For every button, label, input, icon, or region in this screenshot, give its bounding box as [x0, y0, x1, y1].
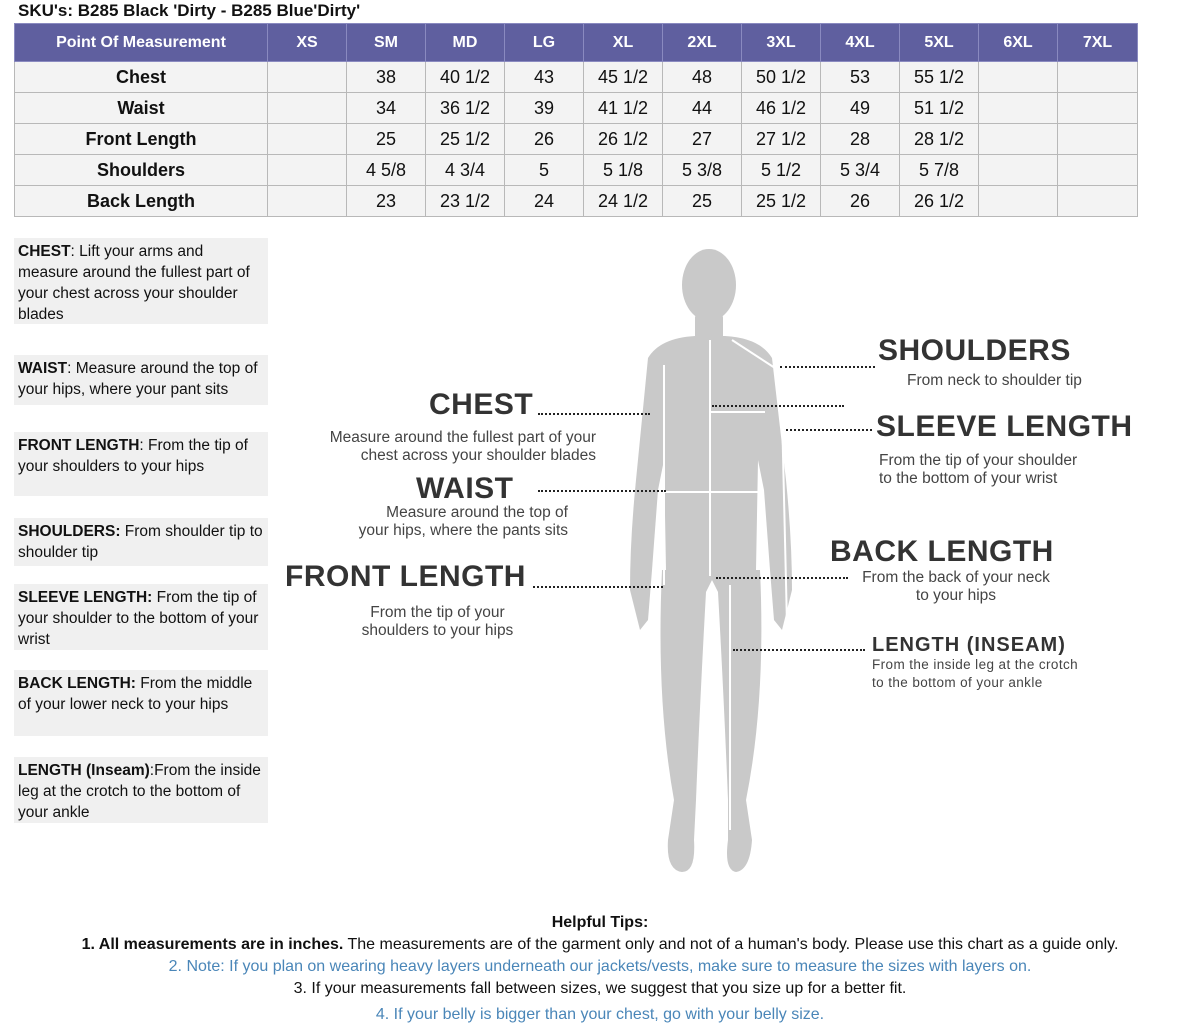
- table-cell: 36 1/2: [426, 93, 505, 124]
- table-row: [15, 186, 1138, 217]
- desc-text: From shoulder tip to shoulder tip: [18, 523, 263, 561]
- table-cell: 25: [663, 186, 742, 217]
- table-cell: [268, 93, 347, 124]
- row-label: Back Length: [15, 186, 268, 217]
- table-cell: [979, 155, 1058, 186]
- sleeve-length-leader: [786, 429, 872, 431]
- table-cell: 24: [505, 186, 584, 217]
- header-cell: LG: [505, 24, 584, 62]
- inseam-desc-line2: to the bottom of your ankle: [872, 675, 1043, 690]
- table-cell: 5 3/4: [821, 155, 900, 186]
- inseam-desc-line1: From the inside leg at the crotch: [872, 657, 1079, 672]
- helpful-tips: [0, 912, 1200, 1026]
- desc-term: BACK LENGTH:: [18, 675, 136, 692]
- table-row: [15, 155, 1138, 186]
- chest-desc-line1: Measure around the fullest part of your: [329, 429, 596, 446]
- shoulders-desc: From neck to shoulder tip: [907, 372, 1082, 389]
- table-cell: 46 1/2: [742, 93, 821, 124]
- table-cell: 26: [821, 186, 900, 217]
- desc-shoulders: [14, 518, 268, 566]
- desc-text: : Lift your arms and measure around the fullest part of your chest across your shoulder blades: [18, 243, 250, 323]
- front-length-desc-line2: shoulders to your hips: [361, 622, 514, 639]
- waist-desc-line2: your hips, where the pants sits: [358, 522, 568, 539]
- table-cell: 53: [821, 62, 900, 93]
- table-cell: 55 1/2: [900, 62, 979, 93]
- tip-1-bold: 1. All measurements are in inches.: [81, 936, 344, 953]
- human-silhouette-icon: [560, 240, 860, 885]
- table-cell: 25: [347, 124, 426, 155]
- inseam-desc: [872, 656, 1078, 692]
- table-cell: 5 1/2: [742, 155, 821, 186]
- shoulders-leader: [780, 366, 875, 368]
- table-cell: 4 3/4: [426, 155, 505, 186]
- header-cell: MD: [426, 24, 505, 62]
- row-label: Waist: [15, 93, 268, 124]
- tip-4: 4. If your belly is bigger than your chest, go with your belly size.: [375, 1006, 825, 1023]
- inseam-title: LENGTH (INSEAM): [872, 634, 1066, 656]
- header-cell: Point Of Measurement: [15, 24, 268, 62]
- table-header-row: [15, 24, 1138, 62]
- table-cell: [979, 124, 1058, 155]
- waist-leader: [538, 490, 666, 492]
- table-cell: 45 1/2: [584, 62, 663, 93]
- table-cell: 5 7/8: [900, 155, 979, 186]
- table-cell: 28 1/2: [900, 124, 979, 155]
- desc-text: :From the inside leg at the crotch to the bottom of your ankle: [18, 762, 261, 821]
- table-row: [15, 93, 1138, 124]
- table-cell: 4 5/8: [347, 155, 426, 186]
- header-cell: 5XL: [900, 24, 979, 62]
- desc-term: SLEEVE LENGTH:: [18, 589, 153, 606]
- desc-term: WAIST: [18, 360, 68, 377]
- table-cell: 50 1/2: [742, 62, 821, 93]
- sleeve-length-title: SLEEVE LENGTH: [876, 410, 1133, 443]
- table-cell: 48: [663, 62, 742, 93]
- table-cell: 39: [505, 93, 584, 124]
- table-cell: 26 1/2: [900, 186, 979, 217]
- table-row: [15, 62, 1138, 93]
- table-cell: 27: [663, 124, 742, 155]
- desc-text: From the tip of your shoulder to the bottom of your wrist: [18, 589, 259, 648]
- table-cell: [268, 186, 347, 217]
- header-cell: 4XL: [821, 24, 900, 62]
- sleeve-length-desc: [879, 452, 1077, 488]
- waist-desc-line1: Measure around the top of: [386, 504, 568, 521]
- table-cell: 5: [505, 155, 584, 186]
- desc-inseam: [14, 757, 268, 823]
- sleeve-length-desc-line2: to the bottom of your wrist: [879, 470, 1058, 487]
- tip-1: [0, 934, 1200, 956]
- table-row: [15, 124, 1138, 155]
- table-cell: [1058, 62, 1138, 93]
- table-cell: [268, 155, 347, 186]
- table-cell: 24 1/2: [584, 186, 663, 217]
- table-cell: 5 1/8: [584, 155, 663, 186]
- desc-front-length: [14, 432, 268, 496]
- header-cell: 6XL: [979, 24, 1058, 62]
- desc-term: SHOULDERS:: [18, 523, 121, 540]
- table-cell: 26 1/2: [584, 124, 663, 155]
- desc-waist: [14, 355, 268, 405]
- desc-text: From the middle of your lower neck to your hips: [18, 675, 253, 713]
- sku-title: SKU's: B285 Black 'Dirty - B285 Blue'Dirty': [18, 1, 361, 20]
- desc-text: : Measure around the top of your hips, where your pant sits: [18, 360, 258, 398]
- table-cell: 26: [505, 124, 584, 155]
- row-label: Shoulders: [15, 155, 268, 186]
- row-label: Front Length: [15, 124, 268, 155]
- desc-sleeve-length: [14, 584, 268, 650]
- header-cell: 3XL: [742, 24, 821, 62]
- header-cell: XL: [584, 24, 663, 62]
- desc-term: CHEST: [18, 243, 71, 260]
- chest-inner-leader: [712, 405, 844, 407]
- header-cell: 7XL: [1058, 24, 1138, 62]
- table-cell: 5 3/8: [663, 155, 742, 186]
- desc-term: FRONT LENGTH: [18, 437, 140, 454]
- front-length-desc-line1: From the tip of your: [370, 604, 505, 621]
- table-cell: 27 1/2: [742, 124, 821, 155]
- table-cell: [1058, 186, 1138, 217]
- chest-leader: [538, 413, 650, 415]
- tip-2: 2. Note: If you plan on wearing heavy layers underneath our jackets/vests, make sure to measure the sizes with layers on.: [168, 958, 1032, 975]
- desc-chest: [14, 238, 268, 324]
- desc-text: : From the tip of your shoulders to your hips: [18, 437, 248, 475]
- table-cell: 28: [821, 124, 900, 155]
- waist-desc: [340, 504, 568, 540]
- desc-term: LENGTH (Inseam): [18, 762, 150, 779]
- row-label: Chest: [15, 62, 268, 93]
- sleeve-length-desc-line1: From the tip of your shoulder: [879, 452, 1078, 469]
- tip-3: 3. If your measurements fall between sizes, we suggest that you size up for a better fit.: [293, 980, 907, 997]
- table-cell: [1058, 155, 1138, 186]
- table-cell: 43: [505, 62, 584, 93]
- size-chart-table: [14, 23, 1138, 217]
- waist-title: WAIST: [416, 472, 514, 505]
- table-cell: [979, 186, 1058, 217]
- table-cell: 51 1/2: [900, 93, 979, 124]
- table-cell: [268, 62, 347, 93]
- desc-back-length: [14, 670, 268, 736]
- chest-desc-line2: chest across your shoulder blades: [360, 447, 596, 464]
- table-cell: 23: [347, 186, 426, 217]
- table-cell: 25 1/2: [742, 186, 821, 217]
- header-cell: 2XL: [663, 24, 742, 62]
- table-cell: [1058, 124, 1138, 155]
- table-cell: [979, 93, 1058, 124]
- table-cell: 23 1/2: [426, 186, 505, 217]
- inseam-leader: [733, 649, 865, 651]
- table-cell: [268, 124, 347, 155]
- chest-title: CHEST: [429, 388, 534, 421]
- front-length-title: FRONT LENGTH: [285, 560, 526, 593]
- back-length-desc-line2: to your hips: [915, 587, 997, 604]
- shoulders-title: SHOULDERS: [878, 334, 1071, 367]
- table-cell: 40 1/2: [426, 62, 505, 93]
- table-cell: 38: [347, 62, 426, 93]
- back-length-leader: [716, 577, 848, 579]
- table-cell: 49: [821, 93, 900, 124]
- table-cell: 41 1/2: [584, 93, 663, 124]
- chest-desc: [300, 429, 596, 465]
- back-length-desc: [858, 569, 1054, 605]
- header-cell: SM: [347, 24, 426, 62]
- header-cell: XS: [268, 24, 347, 62]
- front-length-leader: [533, 586, 663, 588]
- tip-1-rest: The measurements are of the garment only and not of a human's body. Please use this chart as a guide only.: [343, 936, 1119, 953]
- table-cell: 44: [663, 93, 742, 124]
- table-cell: [1058, 93, 1138, 124]
- tips-heading: Helpful Tips:: [551, 914, 649, 931]
- front-length-desc: [350, 604, 525, 640]
- table-cell: [979, 62, 1058, 93]
- table-cell: 34: [347, 93, 426, 124]
- back-length-desc-line1: From the back of your neck: [862, 569, 1050, 586]
- back-length-title: BACK LENGTH: [830, 535, 1054, 568]
- table-cell: 25 1/2: [426, 124, 505, 155]
